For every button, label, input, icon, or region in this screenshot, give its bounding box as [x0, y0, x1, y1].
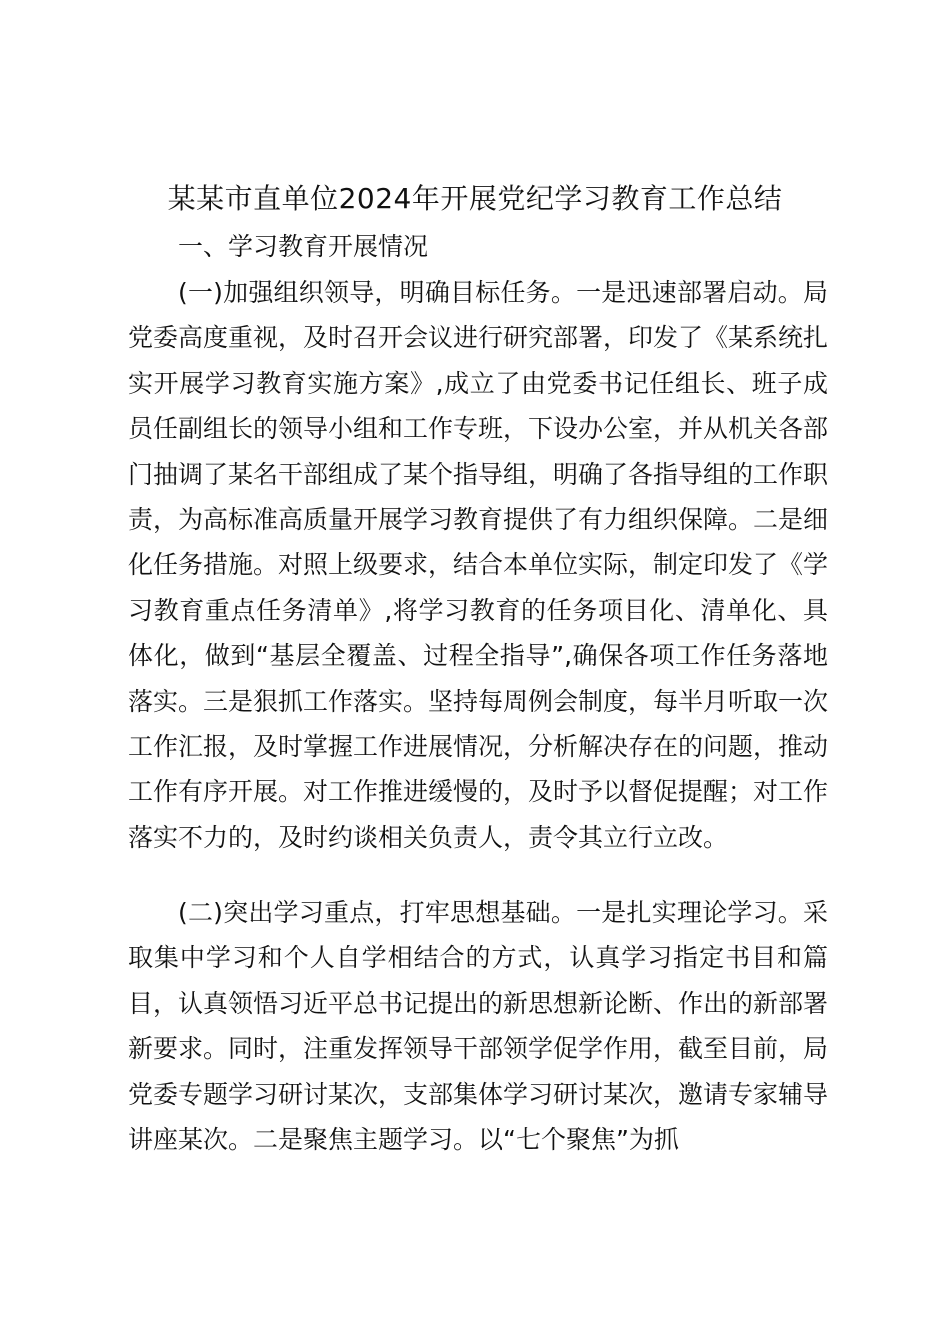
section-heading: 一、学习教育开展情况 — [178, 232, 429, 261]
paragraph-organization: (一)加强组织领导，明确目标任务。一是迅速部署启动。局党委高度重视，及时召开会议进行研究部署，印发了《某系统扎实开展学习教育实施方案》,成立了由党委书记任组长、班子成员任副组长的领导小组和工作专班，下设办公室，并从机关各部门抽调了某名干部组成了某个指导组，明确了各指导组的工作职责，为高标准高质量开展学习教育提供了有力组织保障。二是细化任务措施。对照上级要求，结合本单位实际，制定印发了《学习教育重点任务清单》,将学习教育的任务项目化、清单化、具体化，做到“基层全覆盖、过程全指导”,确保各项工作任务落地落实。三是狠抓工作落实。坚持每周例会制度，每半月听取一次工作汇报，及时掌握工作进展情况，分析解决存在的问题，推动工作有序开展。对工作推进缓慢的，及时予以督促提醒；对工作落实不力的，及时约谈相关负责人，责令其立行立改。 — [128, 278, 829, 852]
document-title: 某某市直单位2024年开展党纪学习教育工作总结 — [167, 182, 783, 215]
paragraph-study-focus: (二)突出学习重点，打牢思想基础。一是扎实理论学习。采取集中学习和个人自学相结合的方式，认真学习指定书目和篇目，认真领悟习近平总书记提出的新思想新论断、作出的新部署新要求。同时，注重发挥领导干部领学促学作用，截至目前，局党委专题学习研讨某次，支部集体学习研讨某次，邀请专家辅导讲座某次。二是聚焦主题学习。以“七个聚焦”为抓 — [128, 898, 829, 1155]
